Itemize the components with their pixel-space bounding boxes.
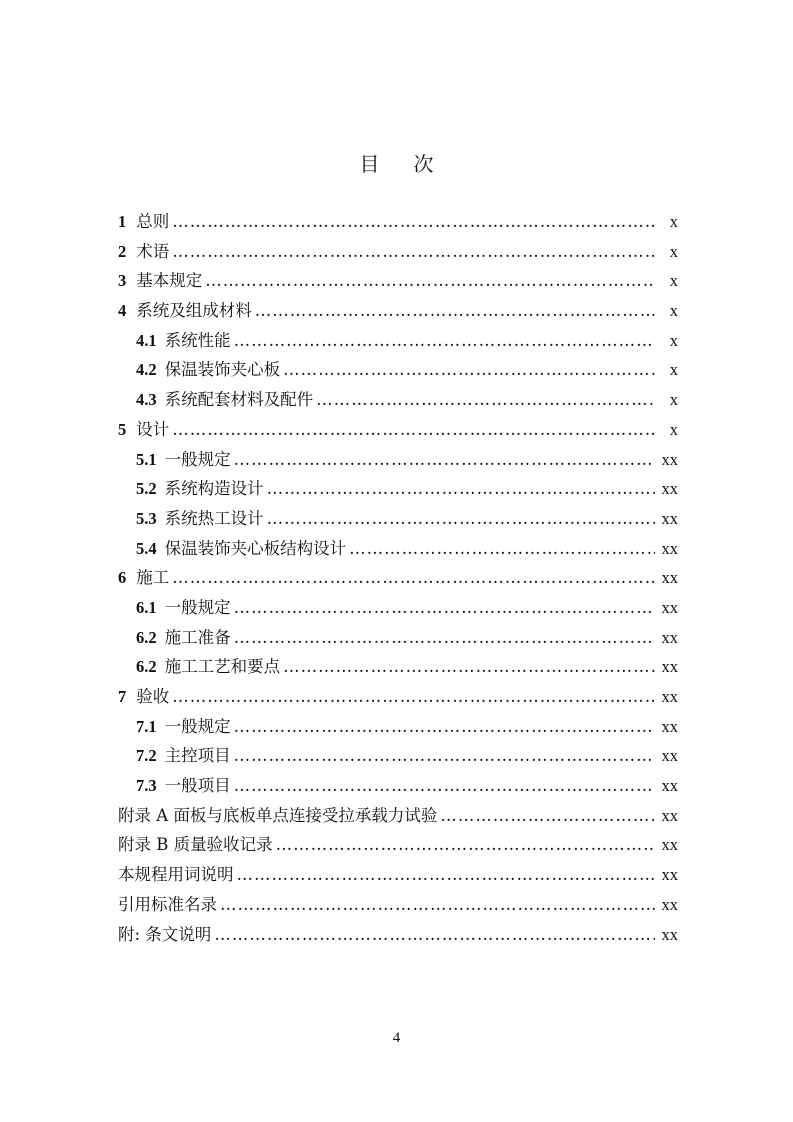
toc-entry[interactable]: [118, 921, 678, 951]
toc-entry-title: 系统热工设计: [164, 508, 264, 528]
toc-entry-page: xx: [661, 746, 678, 766]
toc-entry[interactable]: [118, 475, 678, 505]
toc-entry-number: 4.3: [136, 390, 157, 410]
toc-leader-dots: [267, 509, 655, 528]
toc-entry-page: x: [669, 419, 678, 439]
toc-leader-dots: [283, 360, 655, 379]
toc-entry[interactable]: [118, 327, 678, 357]
toc-entry-title: 设计: [136, 419, 170, 439]
toc-entry[interactable]: [118, 861, 678, 891]
toc-entry[interactable]: [118, 535, 678, 565]
toc-entry-title: 基本规定: [136, 271, 203, 291]
toc-entry-number: 6: [118, 568, 127, 588]
toc-entry-page: xx: [661, 865, 678, 885]
toc-leader-dots: [283, 657, 655, 676]
toc-entry-number: 5.3: [136, 508, 157, 528]
toc-entry[interactable]: [118, 238, 678, 268]
toc-leader-dots: [205, 271, 655, 290]
toc-leader-dots: [172, 568, 655, 587]
toc-entry-title: 施工工艺和要点: [164, 657, 281, 677]
toc-leader-dots: [172, 687, 655, 706]
toc-entry-title: 系统及组成材料: [136, 301, 252, 321]
toc-entry[interactable]: [118, 356, 678, 386]
title-char-1: 目: [359, 152, 380, 176]
toc-entry-number: 5.1: [136, 449, 157, 469]
toc-leader-dots: [276, 835, 655, 854]
toc-leader-dots: [234, 331, 655, 350]
toc-entry-page: xx: [661, 508, 678, 528]
toc-entry-title: 主控项目: [164, 746, 231, 766]
toc-entry[interactable]: [118, 297, 678, 327]
toc-entry[interactable]: [118, 446, 678, 476]
toc-entry[interactable]: [118, 772, 678, 802]
toc-entry[interactable]: [118, 416, 678, 446]
toc-entry[interactable]: [118, 802, 678, 832]
toc-leader-dots: [234, 598, 655, 617]
toc-entry-number: 6.1: [136, 597, 157, 617]
page-number: 4: [392, 1030, 401, 1046]
toc-entry-title: 系统配套材料及配件: [164, 390, 314, 410]
toc-entry[interactable]: [118, 564, 678, 594]
toc-leader-dots: [349, 539, 655, 558]
toc-entry[interactable]: [118, 831, 678, 861]
toc-entry-number: 6.2: [136, 627, 157, 647]
toc-entry-title: 一般规定: [164, 449, 231, 469]
toc-leader-dots: [267, 479, 655, 498]
toc-entry-page: x: [669, 271, 678, 291]
toc-entry-page: xx: [661, 449, 678, 469]
toc-entry-title: 保温装饰夹心板结构设计: [164, 538, 347, 558]
toc-entry-page: x: [669, 241, 678, 261]
toc-entry-page: xx: [661, 835, 678, 855]
toc-entry-number: 5: [118, 419, 127, 439]
toc-entry-page: xx: [661, 894, 678, 914]
toc-entry-page: xx: [661, 568, 678, 588]
toc-entry-title: 附录 B 质量验收记录: [118, 835, 273, 855]
table-of-contents: [118, 208, 678, 950]
toc-entry[interactable]: [118, 386, 678, 416]
toc-entry-title: 一般规定: [164, 716, 231, 736]
title-char-2: 次: [413, 152, 434, 176]
toc-entry-title: 附: 条文说明: [118, 924, 212, 944]
toc-entry-number: 1: [118, 212, 127, 231]
toc-leader-dots: [234, 717, 655, 736]
toc-entry-title: 总则: [136, 212, 170, 231]
toc-entry-title: 系统构造设计: [164, 479, 264, 499]
toc-entry[interactable]: [118, 891, 678, 921]
toc-entry-title: 引用标准名录: [118, 894, 217, 914]
toc-leader-dots: [316, 390, 655, 409]
toc-leader-dots: [237, 865, 656, 884]
toc-entry-title: 保温装饰夹心板: [164, 360, 281, 380]
toc-entry-page: x: [669, 301, 678, 321]
toc-entry-title: 一般项目: [164, 776, 231, 796]
toc-entry-number: 4.2: [136, 360, 157, 380]
toc-entry[interactable]: [118, 208, 678, 238]
toc-entry-page: xx: [661, 627, 678, 647]
toc-entry-number: 7.1: [136, 716, 157, 736]
toc-entry[interactable]: [118, 505, 678, 535]
toc-entry-number: 7.2: [136, 746, 157, 766]
toc-entry-number: 4.1: [136, 330, 157, 350]
toc-leader-dots: [440, 806, 655, 825]
toc-leader-dots: [234, 450, 655, 469]
toc-entry-page: x: [669, 212, 678, 231]
toc-entry-number: 3: [118, 271, 127, 291]
toc-entry-page: xx: [661, 716, 678, 736]
toc-entry-page: xx: [661, 776, 678, 796]
toc-leader-dots: [220, 895, 655, 914]
toc-entry-page: x: [669, 360, 678, 380]
toc-entry[interactable]: [118, 624, 678, 654]
toc-entry-title: 一般规定: [164, 597, 231, 617]
toc-entry-page: xx: [661, 657, 678, 677]
toc-entry-title: 术语: [136, 241, 170, 261]
toc-entry-title: 施工: [136, 568, 170, 588]
toc-entry-number: 7.3: [136, 776, 157, 796]
toc-entry-number: 4: [118, 301, 127, 321]
toc-entry-number: 5.2: [136, 479, 157, 499]
toc-entry-page: xx: [661, 597, 678, 617]
toc-entry-number: 2: [118, 241, 127, 261]
toc-leader-dots: [172, 242, 655, 261]
toc-leader-dots: [255, 301, 655, 320]
toc-entry-page: xx: [661, 538, 678, 558]
toc-entry[interactable]: [118, 267, 678, 297]
toc-entry-page: xx: [661, 479, 678, 499]
toc-entry-page: xx: [661, 687, 678, 706]
toc-entry-number: 5.4: [136, 538, 157, 558]
toc-leader-dots: [172, 420, 655, 439]
toc-entry[interactable]: [118, 594, 678, 624]
toc-entry-title: 验收: [136, 687, 170, 706]
toc-entry-title: 系统性能: [164, 330, 231, 350]
toc-entry-number: 7: [118, 687, 127, 706]
toc-entry[interactable]: [118, 713, 678, 743]
toc-entry[interactable]: [118, 742, 678, 772]
toc-leader-dots: [214, 925, 655, 944]
toc-entry-page: xx: [661, 924, 678, 944]
page-title: [0, 148, 793, 177]
toc-entry[interactable]: [118, 683, 678, 713]
toc-entry-page: x: [669, 330, 678, 350]
toc-leader-dots: [172, 212, 655, 231]
toc-entry-title: 施工准备: [164, 627, 231, 647]
toc-entry-page: xx: [661, 805, 678, 825]
toc-entry[interactable]: [118, 653, 678, 683]
toc-entry-page: x: [669, 390, 678, 410]
toc-entry-number: 6.2: [136, 657, 157, 677]
toc-entry-title: 附录 A 面板与底板单点连接受拉承载力试验: [118, 805, 438, 825]
toc-leader-dots: [234, 776, 655, 795]
toc-leader-dots: [234, 628, 655, 647]
toc-entry-title: 本规程用词说明: [118, 865, 234, 885]
toc-leader-dots: [234, 746, 655, 765]
